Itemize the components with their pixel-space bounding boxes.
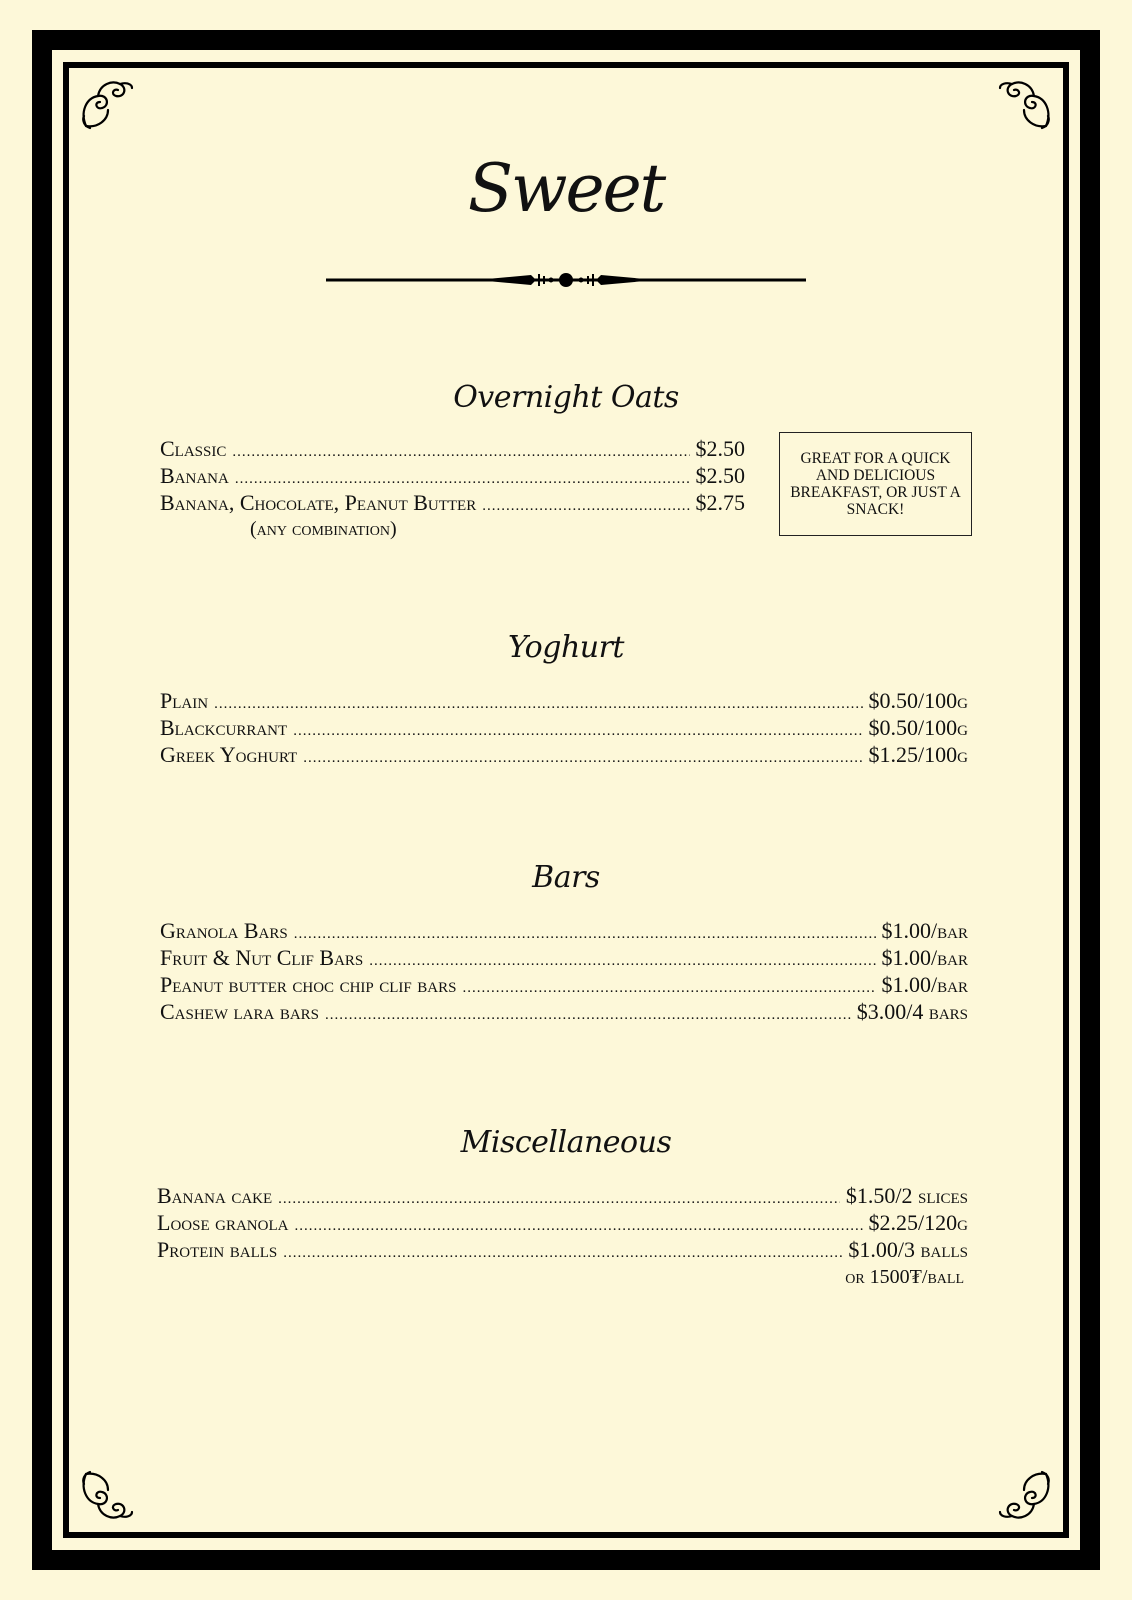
menu-item [160,435,745,462]
menu-item [160,687,968,714]
combination-note: (any combination) [250,518,397,540]
item-price: $0.50/100g [868,715,968,740]
menu-item [157,1182,968,1209]
callout-text: GREAT FOR A QUICK AND DELICIOUS BREAKFAST, OR JUST A SNACK! [790,450,961,518]
item-price: $3.00/4 bars [856,999,968,1024]
item-name: Fruit & Nut Clif Bars [160,945,364,970]
menu-item [160,944,968,971]
item-price: $1.00/bar [881,945,968,970]
flourish-corner-icon [78,76,134,132]
section-title-miscellaneous: Miscellaneous [460,1125,672,1160]
item-price: $2.25/120g [868,1210,968,1235]
item-name: Classic [160,436,227,461]
breakfast-callout-box [779,432,972,536]
item-price: $2.50 [695,436,745,461]
item-name: Banana [160,463,229,488]
dot-leader [482,493,689,520]
section-title-yoghurt: Yoghurt [507,630,624,665]
item-price: $1.00/bar [881,918,968,943]
menu-item [160,998,968,1025]
item-name: Cashew lara bars [160,999,320,1024]
ornamental-divider-icon [326,268,806,292]
item-name: Loose granola [157,1210,289,1235]
menu-item [160,714,968,741]
item-name: Blackcurrant [160,715,288,740]
flourish-corner-icon [78,1468,134,1524]
menu-title: Sweet [467,150,665,227]
menu-item [160,489,745,516]
dot-leader [303,745,862,772]
item-name: Plain [160,688,209,713]
item-name: Granola Bars [160,918,288,943]
section-title-overnight-oats: Overnight Oats [453,380,679,415]
menu-item [160,971,968,998]
item-price: $1.00/3 balls [848,1237,968,1262]
item-name: Greek Yoghurt [160,742,298,767]
section-title-bars: Bars [532,860,600,895]
dot-leader [283,1240,842,1267]
item-price: $1.50/2 slices [845,1183,968,1208]
flourish-corner-icon [998,1468,1054,1524]
protein-balls-note: or 1500₮/ball [845,1266,964,1288]
item-name: Protein balls [157,1237,278,1262]
item-price: $0.50/100g [868,688,968,713]
item-name: Banana cake [157,1183,273,1208]
menu-item [160,741,968,768]
item-price: $1.00/bar [881,972,968,997]
item-price: $2.50 [695,463,745,488]
menu-item [160,917,968,944]
item-price: $2.75 [695,490,745,515]
item-name: Banana, Chocolate, Peanut Butter [160,490,477,515]
menu-item [160,462,745,489]
menu-item [157,1236,968,1263]
dot-leader [325,1002,851,1029]
item-price: $1.25/100g [868,742,968,767]
flourish-corner-icon [998,76,1054,132]
item-name: Peanut butter choc chip clif bars [160,972,457,997]
menu-item [157,1209,968,1236]
